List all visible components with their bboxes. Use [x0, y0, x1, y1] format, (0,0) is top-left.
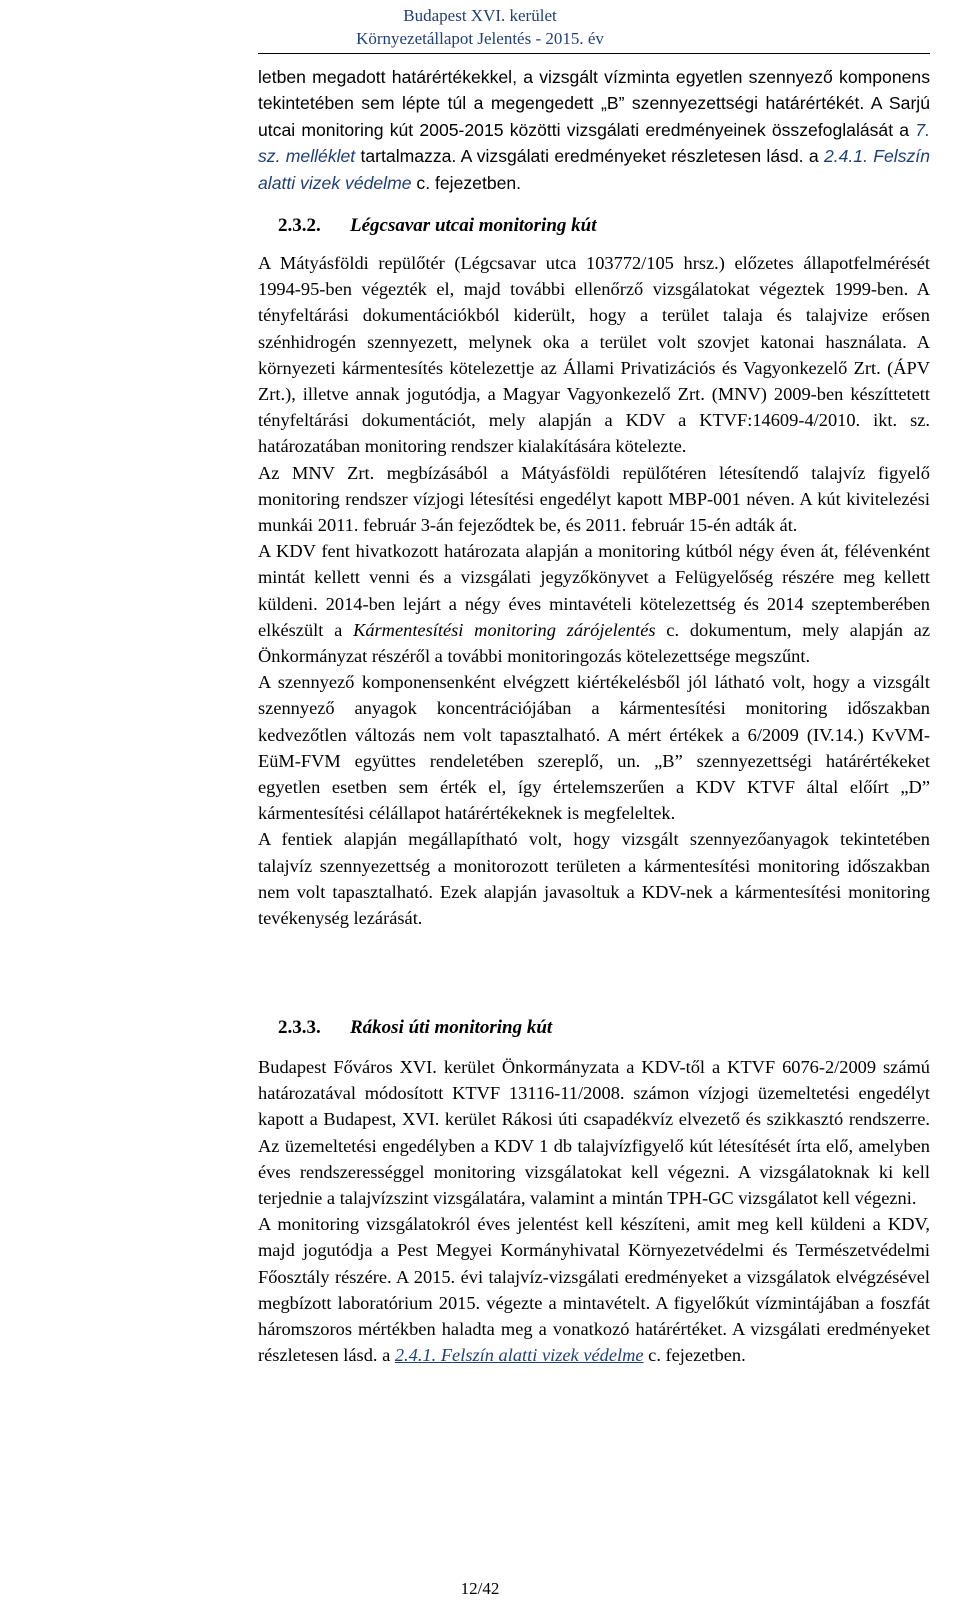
- section-241-link-text: 2.4.1. Felszín alatti vizek védelme: [258, 146, 930, 193]
- section-232-paragraph: A szennyező komponensenként elvégzett kiértékelésből jól látható volt, hogy a vizsgált szennyező anyagok koncentrációjában a kármentesítési monitoring időszakban kedvezőtlen változás nem volt tapasztalható. A mért értékek a 6/2009 (IV.14.) KvVM-EüM-FVM együttes rendeletében szereplő, un. „B” szennyezettségi határértékeket egyetlen esetben sem érték el, így értelemszerűen a KDV KTVF által előírt „D” kármentesítési célállapot határértékeknek is megfeleltek.: [258, 672, 930, 824]
- section-232-body: [258, 250, 930, 931]
- p3-text-1: A KDV fent hivatkozott határozata alapján a monitoring kútból négy éven át, félévenként mintát kellett venni és a vizsgálati jegyzőkönyvet a Felügyelőség részére meg kellett küldeni. 2014-ben lejárt a négy éves mintavételi kötelezettség és 2014 szeptemberében elkészült a: [258, 541, 930, 640]
- intro-text-1: letben megadott határértékekkel, a vizsgált vízminta egyetlen szennyező komponens tekintetében sem lépte túl a megengedett „B” szennyezettségi határértékét. A Sarjú utcai monitoring kút 2005-2015 közötti vizsgálati eredményeinek összefoglalását a: [258, 67, 930, 140]
- section-title-232: Légcsavar utcai monitoring kút: [350, 215, 597, 236]
- section-heading-232: [258, 214, 597, 238]
- p2-text-2: c. fejezetben.: [643, 1345, 746, 1366]
- page-number: 12/42: [460, 1579, 500, 1598]
- section-241-link-2[interactable]: [395, 1345, 644, 1365]
- annex-7-link-text: 7. sz. melléklet: [258, 119, 930, 167]
- intro-text-2: tartalmazza. A vizsgálati eredményeket részletesen lásd. a: [355, 146, 824, 167]
- page-header: [0, 4, 960, 50]
- section-232-paragraph: A fentiek alapján megállapítható volt, hogy vizsgált szennyezőanyagok tekintetében talajvíz szennyezettség a monitorozott területen a kármentesítési monitoring időszakban nem volt tapasztalható. Ezek alapján javasoltuk a KDV-nek a kármentesítési monitoring tevékenység lezárását.: [258, 829, 930, 929]
- section-number-233: 2.3.3.: [278, 1017, 321, 1038]
- intro-paragraph: [258, 64, 930, 196]
- section-241-link-2-text: 2.4.1. Felszín alatti vizek védelme: [394, 1345, 644, 1366]
- p2-text-1: A monitoring vizsgálatokról éves jelentést kell készíteni, amit meg kell küldeni a KDV, majd jogutódja a Pest Megyei Kormányhivatal Környezetvédelmi és Természetvédelmi Főosztály részére. A 2015. évi talajvíz-vizsgálati eredményeket a vizsgálatok elvégzésével megbízott laboratórium 2015. végezte a mintavételt. A figyelőkút vízmintájában a foszfát háromszoros mértékben haladta meg a vonatkozó határértéket. A vizsgálati eredményeket részletesen lásd. a: [258, 1214, 930, 1366]
- p3-text-2: c. dokumentum, mely alapján az Önkormányzat részéről a további monitoringozás kötelezettsége megszűnt.: [258, 619, 930, 667]
- section-title-233: Rákosi úti monitoring kút: [350, 1017, 553, 1038]
- header-line-2: Környezetállapot Jelentés - 2015. év: [356, 29, 604, 48]
- section-number-232: 2.3.2.: [278, 215, 321, 236]
- section-232-paragraph: A Mátyásföldi repülőtér (Légcsavar utca 103772/105 hrsz.) előzetes állapotfelmérését 1994-95-ben végezték el, majd további ellenőrző vizsgálatokat végeztek 1999-ben. A tényfeltárási dokumentációkból kiderült, hogy a terület talaja és talajvize erősen szénhidrogén szennyezett, melynek oka a terület volt szovjet katonai használata. A környezeti kármentesítés kötelezettje az Állami Privatizációs és Vagyonkezelő Zrt. (ÁPV Zrt.), illetve annak jogutódja, a Magyar Vagyonkezelő Zrt. (MNV) 2009-ben készíttetett tényfeltárási dokumentációt, mely alapján a KDV a KTVF:14609-4/2010. ikt. sz. határozatában monitoring rendszer kialakítására kötelezte.: [258, 253, 930, 457]
- intro-text-3: c. fejezetben.: [411, 172, 522, 193]
- section-232-paragraph: [258, 538, 930, 669]
- header-rule: [258, 53, 930, 54]
- header-line-1: Budapest XVI. kerület: [403, 6, 557, 25]
- section-232-paragraph: Az MNV Zrt. megbízásából a Mátyásföldi repülőtéren létesítendő talajvíz figyelő monitoring rendszer vízjogi létesítési engedélyt kapott MBP-001 néven. A kút kivitelezési munkái 2011. február 3-án fejeződtek be, és 2011. február 15-én adták át.: [258, 462, 930, 536]
- section-233-paragraph: [258, 1211, 930, 1368]
- section-233-body: [258, 1054, 930, 1368]
- section-heading-233: [258, 1016, 552, 1040]
- section-233-paragraph: Budapest Főváros XVI. kerület Önkormányzata a KDV-től a KTVF 6076-2/2009 számú határozatával módosított KTVF 13116-11/2008. számon vízjogi üzemeltetési engedélyt kapott a Budapest, XVI. kerület Rákosi úti csapadékvíz elvezető és szikkasztó rendszerre. Az üzemeltetési engedélyben a KDV 1 db talajvízfigyelő kút létesítését írta elő, amelyben éves rendszerességgel monitoring vizsgálatokat kell végezni. A vizsgálatoknak ki kell terjednie a talajvízszint vizsgálatára, valamint a mintán TPH-GC vizsgálatot kell végezni.: [258, 1057, 930, 1209]
- p3-italic-title: Kármentesítési monitoring zárójelentés: [353, 619, 656, 640]
